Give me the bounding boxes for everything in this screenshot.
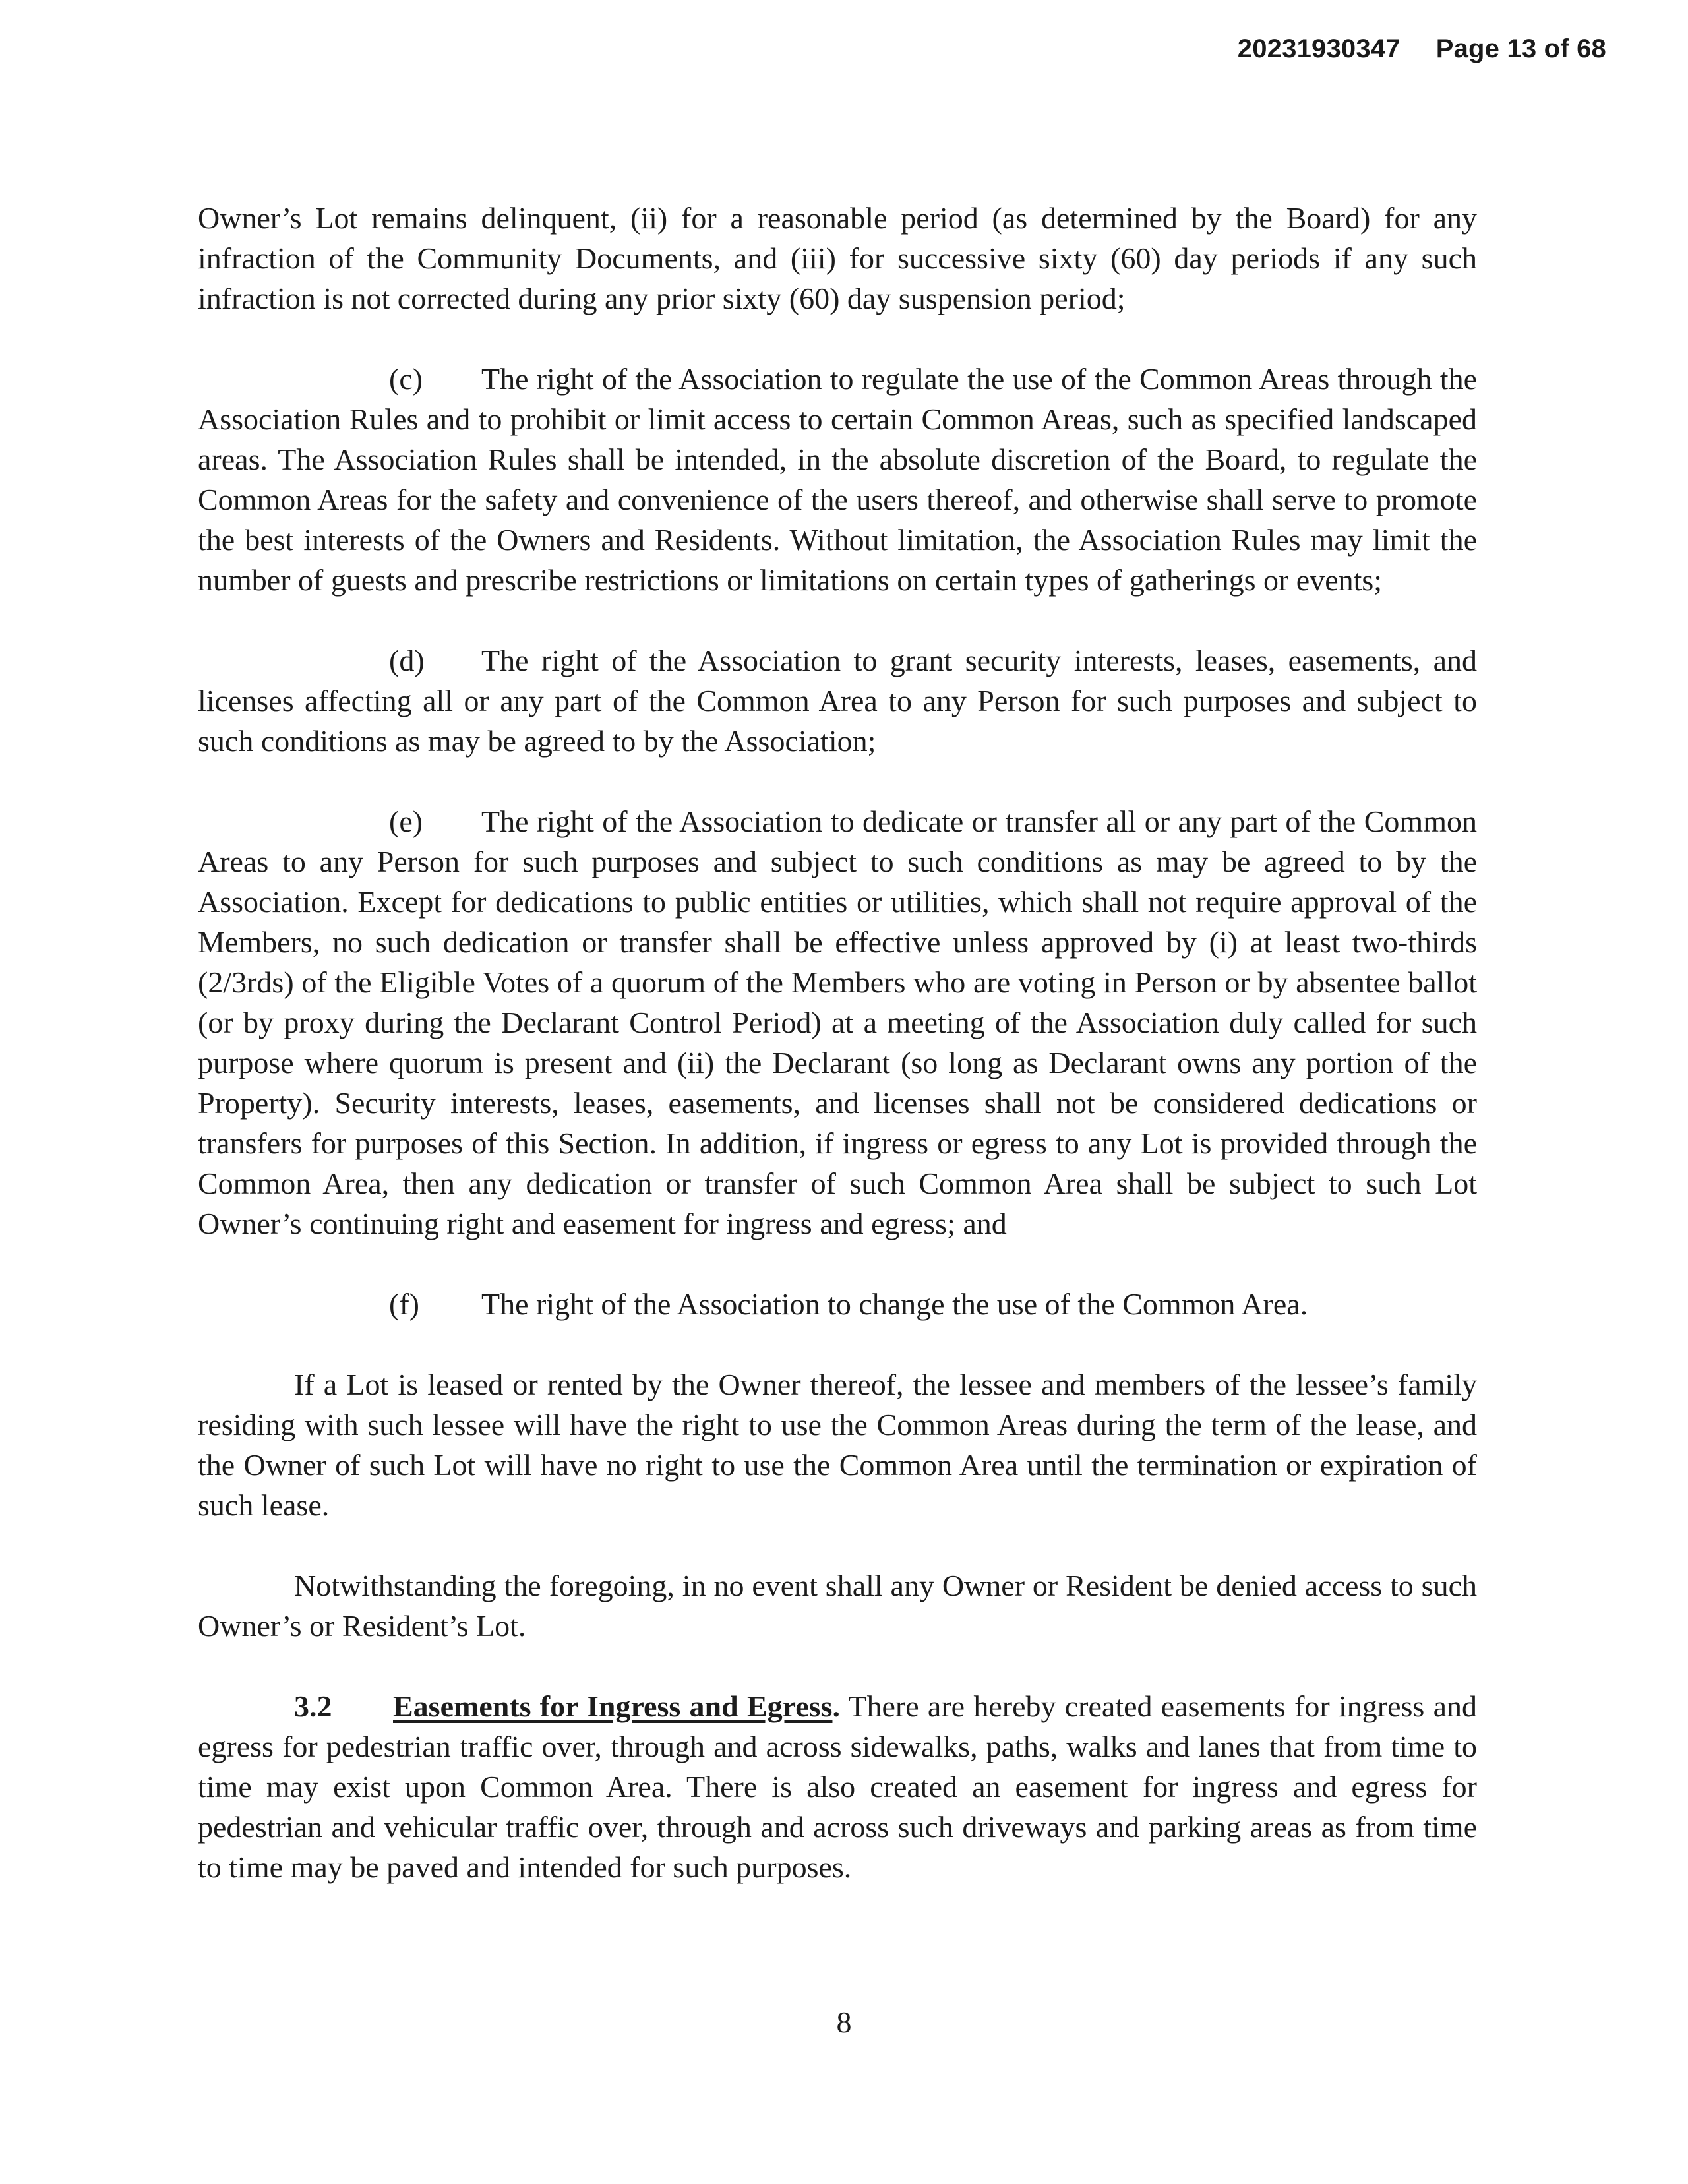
- section-number: 3.2: [294, 1689, 332, 1723]
- item-text: The right of the Association to dedicate or transfer all or any part of the Common Areas to any Person for such purposes and subject to such conditions as may be agreed to by the Association. Except for dedications to public entities or utilities, which shall not require approval of the Members, no such dedication or transfer shall be effective unless approved by (i) at least two-thirds (2/3rds) of the Eligible Votes of a quorum of the Members who are voting in Person or by absentee ballot (or by proxy during the Declarant Control Period) at a meeting of the Association duly called for such purpose where quorum is present and (ii) the Declarant (so long as Declarant owns any portion of the Property). Security interests, leases, easements, and licenses shall not be considered dedications or transfers for purposes of this Section. In addition, if ingress or egress to any Lot is provided through the Common Area, then any dedication or transfer of such Common Area shall be subject to such Lot Owner’s continuing right and easement for ingress and egress; and: [198, 804, 1477, 1240]
- paragraph-continued: [198, 198, 1477, 318]
- section-title: Easements for Ingress and Egress: [393, 1689, 833, 1723]
- item-text: The right of the Association to change the use of the Common Area.: [481, 1287, 1308, 1321]
- paragraph-text: Owner’s Lot remains delinquent, (ii) for a reasonable period (as determined by the Board) for any infraction of the Community Documents, and (iii) for successive sixty (60) day periods if any such infraction is not corrected during any prior sixty (60) day suspension period;: [198, 201, 1477, 315]
- item-text: The right of the Association to regulate the use of the Common Areas through the Association Rules and to prohibit or limit access to certain Common Areas, such as specified landscaped areas. The Association Rules shall be intended, in the absolute discretion of the Board, to regulate the Common Areas for the safety and convenience of the users thereof, and otherwise shall serve to promote the best interests of the Owners and Residents. Without limitation, the Association Rules may limit the number of guests and prescribe restrictions or limitations on certain types of gatherings or events;: [198, 362, 1477, 597]
- list-item-c: [198, 359, 1477, 600]
- paragraph-lease: [198, 1364, 1477, 1525]
- paragraph-text: Notwithstanding the foregoing, in no event shall any Owner or Resident be denied access to such Owner’s or Resident’s Lot.: [198, 1569, 1477, 1643]
- document-body: [198, 198, 1477, 1887]
- page-indicator: Page 13 of 68: [1435, 34, 1606, 63]
- page-number: 8: [836, 2005, 852, 2039]
- paragraph-text: If a Lot is leased or rented by the Owner thereof, the lessee and members of the lessee’s family residing with such lessee will have the right to use the Common Areas during the term of the lease, and the Owner of such Lot will have no right to use the Common Area until the termination or expiration of such lease.: [198, 1368, 1477, 1522]
- document-number: 20231930347: [1237, 34, 1401, 63]
- recording-header: [1238, 32, 1606, 66]
- section-3-2: [198, 1686, 1477, 1887]
- list-item-f: [198, 1284, 1477, 1324]
- section-title-period: .: [832, 1689, 840, 1723]
- list-item-d: [198, 640, 1477, 761]
- section-text: There are hereby created easements for ingress and egress for pedestrian traffic over, through and across sidewalks, paths, walks and lanes that from time to time may exist upon Common Area. There is also created an easement for ingress and egress for pedestrian and vehicular traffic over, through and across such driveways and parking areas as from time to time may be paved and intended for such purposes.: [198, 1689, 1477, 1884]
- item-label: (c): [389, 362, 423, 396]
- item-label: (f): [389, 1287, 419, 1321]
- item-label: (d): [389, 644, 425, 677]
- item-label: (e): [389, 804, 423, 838]
- item-text: The right of the Association to grant security interests, leases, easements, and licenses affecting all or any part of the Common Area to any Person for such purposes and subject to such conditions as may be agreed to by the Association;: [198, 644, 1477, 758]
- paragraph-notwithstanding: [198, 1565, 1477, 1646]
- list-item-e: [198, 801, 1477, 1244]
